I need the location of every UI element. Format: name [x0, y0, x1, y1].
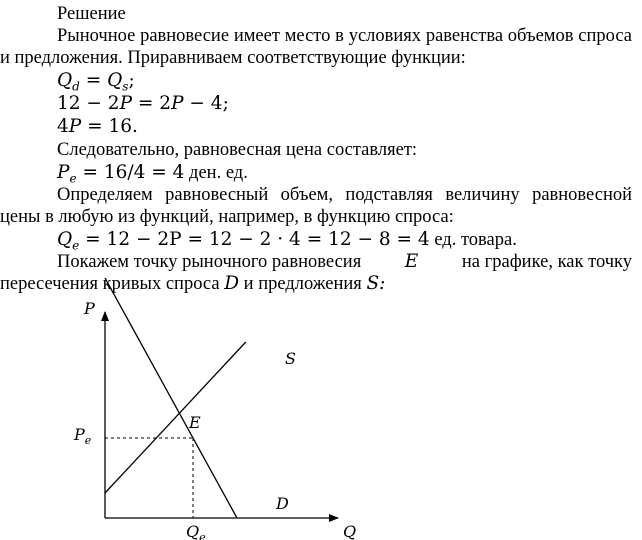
demand-label: D — [276, 494, 289, 513]
symbol-e-inline: E — [404, 251, 419, 272]
paragraph-4-line-2-start: пересечения кривых спроса — [0, 274, 220, 294]
paragraph-3-line-1: Определяем равновесный объем, подставляя величину равновесной — [57, 185, 632, 205]
paragraph-3-line-2: цены в любую из функций, например, в функцию спроса: — [0, 207, 454, 227]
y-axis-label: P — [84, 299, 95, 318]
supply-curve — [105, 342, 246, 493]
equilibrium-label: E — [189, 413, 201, 432]
equation-quantity-value: = 12 − 2P = 12 − 2 · 4 = 12 − 8 = 4 — [85, 229, 430, 250]
equation-quantity-unit: ед. товара. — [429, 230, 517, 250]
paragraph-1-line-1: Рыночное равновесие имеет место в условиях равенства объемов спроса — [57, 26, 632, 46]
paragraph-4-line-1-end: на графике, как точку — [461, 252, 632, 272]
paragraph-2: Следовательно, равновесная цена составляет: — [57, 140, 418, 160]
paragraph-4-line-2-mid: и предложения — [243, 274, 362, 294]
equation-price-unit: ден. ед. — [184, 163, 248, 183]
equation-3: 4P = 16. — [57, 116, 138, 137]
paragraph-4-line-1-start: Покажем точку рыночного равновесия — [57, 252, 362, 272]
symbol-d-inline: D — [224, 273, 240, 294]
demand-curve — [105, 278, 237, 518]
supply-label: S — [285, 349, 296, 368]
paragraph-1-line-2: и предложения. Приравниваем соответствующие функции: — [0, 48, 466, 68]
heading: Решение — [57, 4, 126, 24]
equation-1: $Q_d = Q_s$; — [57, 70, 135, 94]
equilibrium-price-label: $P_e$ — [74, 425, 92, 447]
equation-price: $P_e = 16/4 = 4$ ден. ед. — [57, 162, 248, 186]
equation-2: 12 − 2P = 2P − 4; — [57, 93, 229, 114]
equilibrium-quantity-label: $Q_e$ — [186, 522, 206, 540]
equation-quantity: $Q_e = 12 - 2P = 12 - 2 \cdot 4 = 12 - 8 = 4$ ед. товара. — [57, 229, 517, 253]
x-axis-label: Q — [343, 522, 357, 540]
equation-price-value: = 16/4 = 4 — [82, 162, 185, 183]
symbol-s-inline: S: — [366, 273, 386, 294]
